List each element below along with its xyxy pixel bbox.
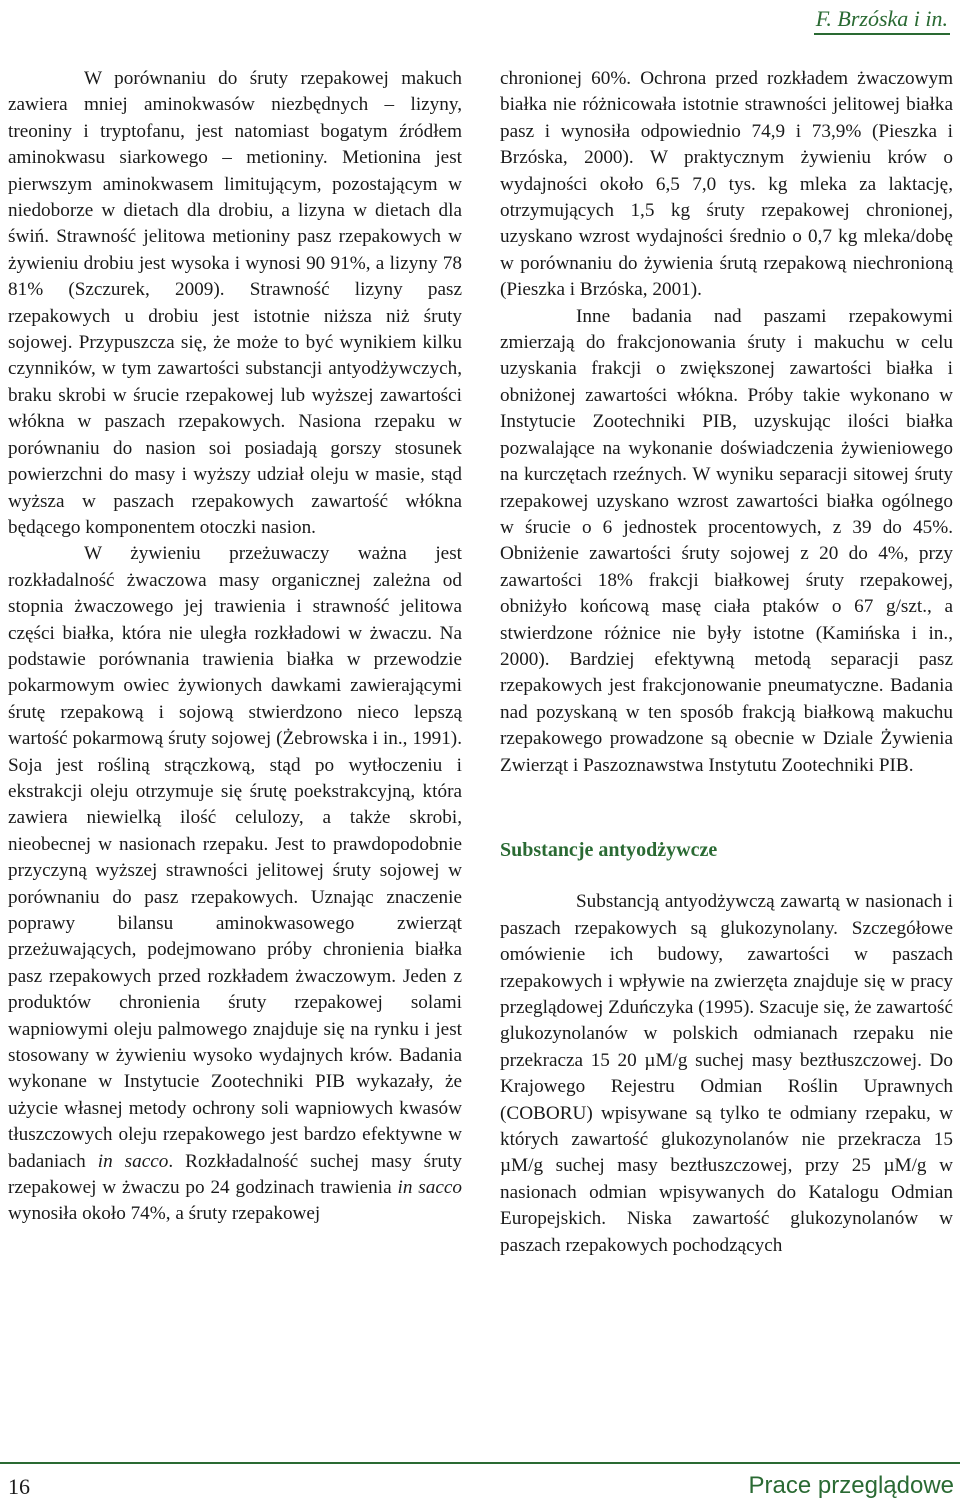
- footer-divider: [0, 1462, 960, 1464]
- footer-section-name: Prace przeglądowe: [748, 1472, 954, 1499]
- paragraph-protected-protein: chronionej 60%. Ochrona przed rozkładem żwaczowym białka nie różnicowała istotnie strawności jelitowej białka pasz i wynosiła odpowiednio 74,9 i 73,9% (Pieszka i Brzóska, 2000). W praktycznym żywieniu krów o wydajności około 6,5 7,0 tys. kg mleka za laktację, otrzymujących 1,5 kg śruty rzepakowej chronionej, uzyskano wzrost wydajności średnio o 0,7 kg mleka/dobę w porównaniu do żywienia śrutą rzepakową niechronioną (Pieszka i Brzóska, 2001).: [500, 68, 953, 301]
- paragraph-aminoacids: W porównaniu do śruty rzepakowej makuch zawiera mniej aminokwasów niezbędnych – lizyny, treoniny i tryptofanu, jest natomiast bogatym źródłem aminokwasu siarkowego – metioniny. Metionina jest pierwszym aminokwasem limitującym, pozostającym w niedoborze w dietach dla drobiu, a lizyna w dietach dla świń. Strawność jelitowa metioniny pasz rzepakowych w żywieniu drobiu jest wysoka i wynosi 90 91%, a lizyny 78 81% (Szczurek, 2009). Strawność lizyny pasz rzepakowych u drobiu jest istotnie niższa niż śruty sojowej. Przypuszcza się, że może to być wynikiem kilku czynników, w tym zawartości substancji antyodżywczych, braku skrobi w śrucie rzepakowej lub wyższej zawartości włókna w paszach rzepakowych. Nasiona rzepaku w porównaniu do nasion soi posiadają gorszy stosunek powierzchni do masy i wyższy udział oleju w masie, stąd wyższa w paszach rzepakowych zawartość włókna będącego komponentem otoczki nasion.: [8, 68, 462, 538]
- paragraph-fractionation: Inne badania nad paszami rzepakowymi zmierzają do frakcjonowania śruty i makuchu w celu uzyskania frakcji o zwiększonej zawartości białka i obniżonej zawartości włókna. Próby takie wykonano w Instytucie Zootechniki PIB, uzyskując ilości białka pozwalające na wykonanie doświadczenia żywieniowego na kurczętach rzeźnych. W wyniku separacji sitowej śruty rzepakowej uzyskano wzrost zawartości białka ogólnego w śrucie o 6 jednostek procentowych, z 39 do 45%. Obniżenie zawartości śruty sojowej z 20 do 4%, przy zawartości 18% frakcji białkowej śruty rzepakowej, obniżyło końcową masę ciała ptaków o 67 g/szt., a stwierdzone różnice nie były istotne (Kamińska i in., 2000). Bardziej efektywną metodą separacji pasz rzepakowych jest frakcjonowanie pneumatyczne. Badania nad pozyskaną w ten sposób frakcją białkową makuchu rzepakowego prowadzone są obecnie w Dziale Żywienia Zwierząt i Paszoznawstwa Instytutu Zootechniki PIB.: [500, 305, 953, 776]
- right-text-column: [500, 66, 953, 1259]
- italic-term: in sacco: [97, 1150, 169, 1172]
- section-heading: Substancje antyodżywcze: [500, 838, 718, 861]
- italic-term: in sacco: [397, 1177, 462, 1199]
- paragraph-text-segment: W żywieniu przeżuwaczy ważna jest rozkładalność żwaczowa masy organicznej zależna od stopnia żwaczowego jej trawienia i strawność jelitowa części białka, która nie uległa rozkładowi w żwaczu. Na podstawie porównania trawienia białka w przewodzie pokarmowym owiec żywionych dawkami zawierającymi śrutę rzepakową i sojową stwierdzono nieco lepszą wartość pokarmową śruty sojowej (Żebrowska i in., 1991). Soja jest rośliną strączkową, stąd po wytłoczeniu i ekstrakcji oleju otrzymuje się śrutę poekstrakcyjną, która zawiera niewielką ilość celulozy, a także skrobi, nieobecnej w nasionach rzepaku. Jest to prawdopodobnie przyczyną wyższej strawności jelitowej śruty sojowej w porównaniu do pasz rzepakowych. Uznając znaczenie poprawy bilansu aminokwasowego zwierząt przeżuwających, podejmowano próby chronienia białka pasz rzepakowych przed rozkładem żwaczowym. Jeden z produktów chronienia śruty rzepakowej solami wapniowymi oleju palmowego znajduje się na rynku i jest stosowany w żywieniu wysoko wydajnych krów. Badania wykonane w Instytucie Zootechniki PIB wykazały, że użycie własnej metody ochrony soli wapniowych kwasów tłuszczowych oleju rzepakowego jest bardzo efektywne w badaniach: [8, 543, 462, 1172]
- paragraph-text-segment: . Rozkładalność suchej masy śruty rzepakowej w żwaczu po 24 godzinach trawienia: [8, 1150, 462, 1199]
- page-number: 16: [8, 1474, 30, 1499]
- running-header-author: F. Brzóska i in.: [814, 6, 950, 35]
- paragraph-text-segment: wynosiła około 74%, a śruty rzepakowej: [8, 1203, 321, 1225]
- left-text-column: [8, 66, 462, 1228]
- paragraph-ruminants: [8, 541, 462, 1228]
- paragraph-glucosinolates: Substancją antyodżywczą zawartą w nasionach i paszach rzepakowych są glukozynolany. Szczegółowe omówienie ich budowy, zawartości w paszach rzepakowych i wpływie na zwierzęta znajduje się w pracy przeglądowej Zduńczyka (1995). Szacuje się, że zawartość glukozynolanów w polskich odmianach rzepaku nie przekracza 15 20 µM/g suchej masy beztłuszczowej. Do Krajowego Rejestru Odmian Roślin Uprawnych (COBORU) wpisywane są tylko te odmiany rzepaku, w których zawartość glukozynolanów nie przekracza 15 µM/g suchej masy beztłuszczowej, przy 25 µM/g w nasionach odmian wpisywanych do Katalogu Odmian Europejskich. Niska zawartość glukozynolanów w paszach rzepakowych pochodzących: [500, 891, 953, 1256]
